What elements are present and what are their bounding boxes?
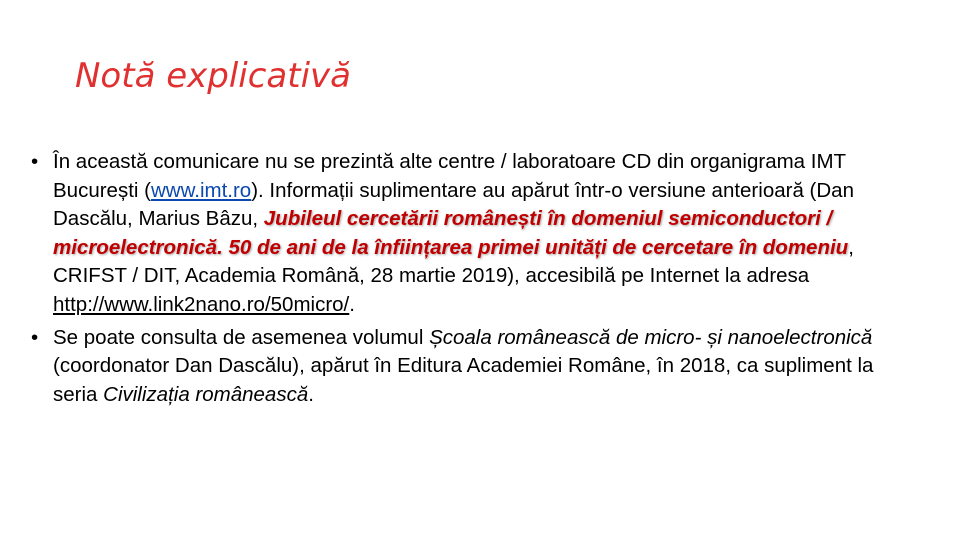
series-title: Civilizația românească (103, 382, 309, 406)
publication-title: Jubileul cercetării românești în domeniul semiconductori / microelectronică. 50 de ani de la înființarea primei unități de cercetare în domeniu (53, 207, 849, 259)
bullet-text: ). Informații suplimentare au apărut într-o versiune anterioară (Dan Dascălu, Marius Bâzu, (53, 178, 854, 231)
bullet-text: , CRIFST / DIT, Academia Română, 28 martie 2019), accesibilă pe Internet la adresa (53, 235, 854, 288)
bullet-text: În această comunicare nu se prezintă alte centre / laboratoare CD din organigrama IMT București ( (53, 150, 846, 202)
bullet-icon: • (31, 150, 39, 173)
bullet-text: Se poate consulta de asemenea volumul (53, 325, 430, 349)
bullet-icon: • (31, 325, 39, 349)
imt-website-link[interactable]: www.imt.ro (150, 178, 252, 202)
page-title: Notă explicativă (75, 56, 351, 96)
bullet-text: . (349, 292, 355, 316)
bullet-text: (coordonator Dan Dascălu), apărut în Editura Academiei Române, în 2018, ca supliment la seria (53, 354, 874, 406)
bullet-text: . (308, 382, 314, 406)
list-item (31, 324, 911, 410)
list-item (31, 148, 911, 320)
bullet-list (31, 148, 911, 413)
book-title: Școala românească de micro- și nanoelectronică (429, 325, 873, 349)
link2nano-link[interactable]: http://www.link2nano.ro/50micro/ (53, 292, 350, 316)
